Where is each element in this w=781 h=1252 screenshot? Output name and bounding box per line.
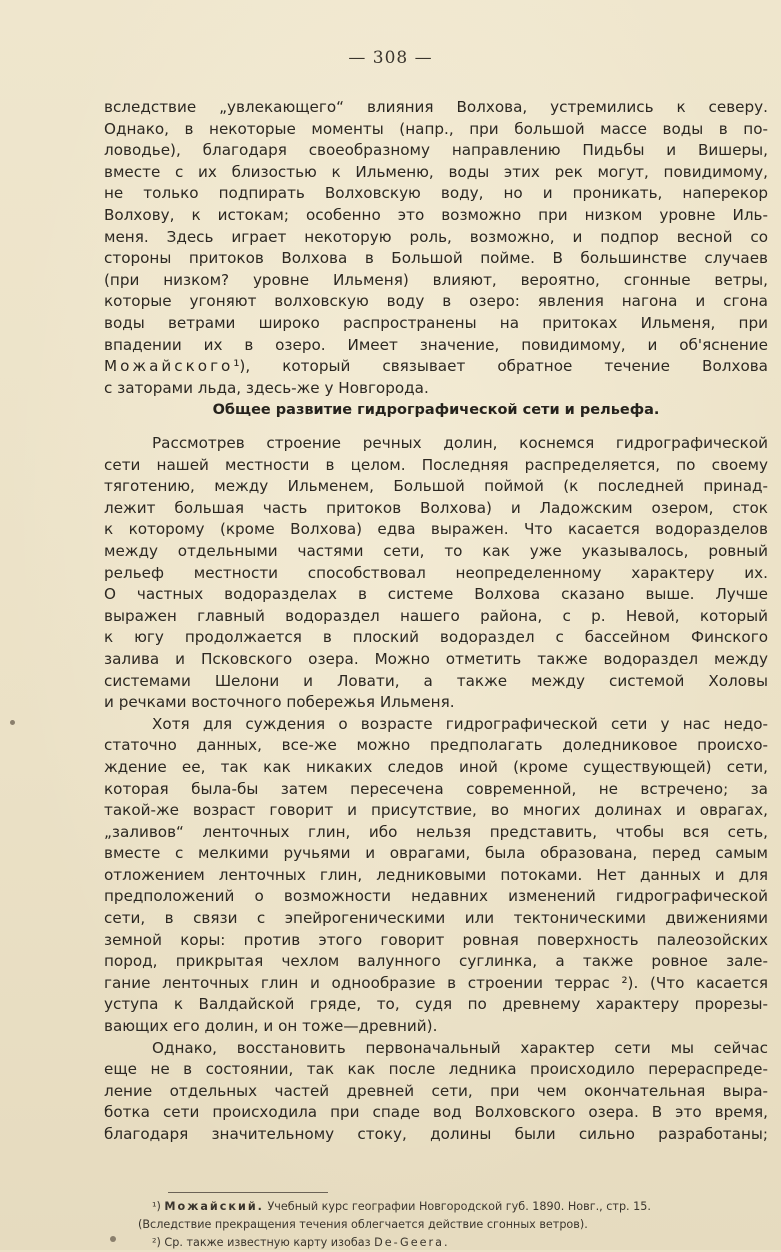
footnote-author: De-Geera. <box>374 1236 450 1249</box>
text-line: тяготению, между Ильменем, Большой поймой (к последней принад- <box>104 477 768 496</box>
text-line: вследствие „увлекающего“ влияния Волхова, устремились к северу. <box>104 98 768 116</box>
footnote-1-continuation: (Вследствие прекращения течения облегчается действие сгонных ветров). <box>138 1218 588 1231</box>
text-line: которые угоняют волховскую воду в озеро: явления нагона и сгона <box>104 292 768 311</box>
footnote-2 <box>138 1234 768 1252</box>
footnotes <box>138 1198 768 1252</box>
text-line: гание ленточных глин и однообразие в строении террас ²). (Что касается <box>104 973 768 992</box>
text-line: благодаря значительному стоку, долины были сильно разработаны; <box>104 1125 768 1143</box>
text-line: земной коры: против этого говорит ровная поверхность палеозойских <box>104 930 768 949</box>
text-line: пород, прикрытая чехлом валунного суглинка, а также ровное зале- <box>104 952 768 971</box>
text-line: меня. Здесь играет некоторую роль, возможно, и подпор весной со <box>104 227 768 246</box>
text-line: к которому (кроме Волхова) едва выражен. Что касается водоразделов <box>104 520 768 539</box>
text-line: выражен главный водораздел нашего района, с р. Невой, который <box>104 606 768 625</box>
text-line-with-author <box>104 356 768 378</box>
text-line: лежит большая часть притоков Волхова) и Ладожским озером, сток <box>104 498 768 517</box>
text-line: „заливов“ ленточных глин, ибо нельзя представить, чтобы вся сеть, <box>104 822 768 841</box>
text-line: ловодье), благодаря своеобразному направлению Пидьбы и Вишеры, <box>104 141 768 160</box>
text-line: вающих его долин, и он тоже—древний). <box>104 1017 438 1036</box>
text-line: О частных водоразделах в системе Волхова сказано выше. Лучше <box>104 585 768 604</box>
text-line: к югу продолжается в плоский водораздел с бассейном Финского <box>104 628 768 647</box>
text-line: вместе с мелкими ручьями и оврагами, была образована, перед самым <box>104 844 768 863</box>
text-line: которая была-бы затем пересечена современной, не встречено; за <box>104 779 768 798</box>
text-line: Рассмотрев строение речных долин, коснемся гидрографической <box>152 434 768 452</box>
text-line: Однако, в некоторые моменты (напр., при большой массе воды в по- <box>104 119 768 138</box>
footnote-mark: ²) <box>152 1236 161 1249</box>
paper-blemish <box>10 720 15 725</box>
text-line: Волхову, к истокам; особенно это возможно при низком уровне Иль- <box>104 205 768 224</box>
text-line: отложением ленточных глин, ледниковыми потоками. Нет данных и для <box>104 865 768 884</box>
text-line: не только подпирать Волховскую воду, но и проникать, наперекор <box>104 184 768 203</box>
paragraph-continuation <box>104 97 768 399</box>
text-line: такой-же возраст говорит и присутствие, во многих долинах и оврагах, <box>104 801 768 820</box>
text-line: с заторами льда, здесь-же у Новгорода. <box>104 378 429 397</box>
text-line: предположений о возможности недавних изменений гидрографической <box>104 887 768 906</box>
section-body <box>104 433 768 1146</box>
text-line: рельеф местности способствовал неопределенному характеру их. <box>104 563 768 582</box>
footnote-divider <box>168 1192 328 1193</box>
text-line: уступа к Валдайской гряде, то, судя по древнему характеру прорезы- <box>104 995 768 1014</box>
text-line: сети нашей местности в целом. Последняя распределяется, по своему <box>104 455 768 474</box>
text-line: статочно данных, все-же можно предполагать доледниковое происхо- <box>104 736 768 755</box>
footnote-1 <box>138 1198 768 1216</box>
footnote-mark: ¹) <box>152 1200 161 1213</box>
text-line: воды ветрами широко распространены на притоках Ильменя, при <box>104 313 768 332</box>
text-line: еще не в состоянии, так как после ледника происходило перераспреде- <box>104 1060 768 1079</box>
footnote-text: Учебный курс географии Новгородской губ. 1890. Новг., стр. 15. <box>267 1200 651 1213</box>
text-line: системами Шелони и Ловати, а также между системой Холовы <box>104 671 768 690</box>
text-line: (при низком? уровне Ильменя) влияют, вероятно, сгонные ветры, <box>104 270 768 289</box>
footnote-author: Можайский. <box>164 1200 264 1213</box>
text-line: Хотя для суждения о возрасте гидрографической сети у нас недо- <box>152 714 768 733</box>
text-line: между отдельными частями сети, то как уже указывалось, ровный <box>104 541 768 560</box>
text-line: впадении их в озеро. Имеет значение, повидимому, и об'яснение <box>104 335 768 354</box>
text-fragment: ¹), который связывает обратное течение Волхова <box>233 357 768 376</box>
footnote-text: Ср. также известную карту изобаз <box>164 1236 371 1249</box>
page-number: — 308 — <box>348 48 433 68</box>
text-line: стороны притоков Волхова в Большой пойме. В большинстве случаев <box>104 249 768 268</box>
text-line: ботка сети происходила при спаде вод Волховского озера. В это время, <box>104 1103 768 1122</box>
text-line: Однако, восстановить первоначальный характер сети мы сейчас <box>152 1038 768 1057</box>
text-line: и речками восточного побережья Ильменя. <box>104 693 455 712</box>
text-line: ление отдельных частей древней сети, при чем окончательная выра- <box>104 1081 768 1100</box>
paper-blemish <box>110 1236 116 1242</box>
text-line: залива и Псковского озера. Можно отметить также водораздел между <box>104 649 768 668</box>
author-name-spaced: Можайского <box>104 357 234 376</box>
text-line: вместе с их близостью к Ильменю, воды этих рек могут, повидимому, <box>104 162 768 181</box>
section-heading: Общее развитие гидрографической сети и рельефа. <box>212 402 660 418</box>
text-line: ждение ее, так как никаких следов иной (кроме существующей) сети, <box>104 757 768 776</box>
text-line: сети, в связи с эпейрогеническими или тектоническими движениями <box>104 909 768 928</box>
